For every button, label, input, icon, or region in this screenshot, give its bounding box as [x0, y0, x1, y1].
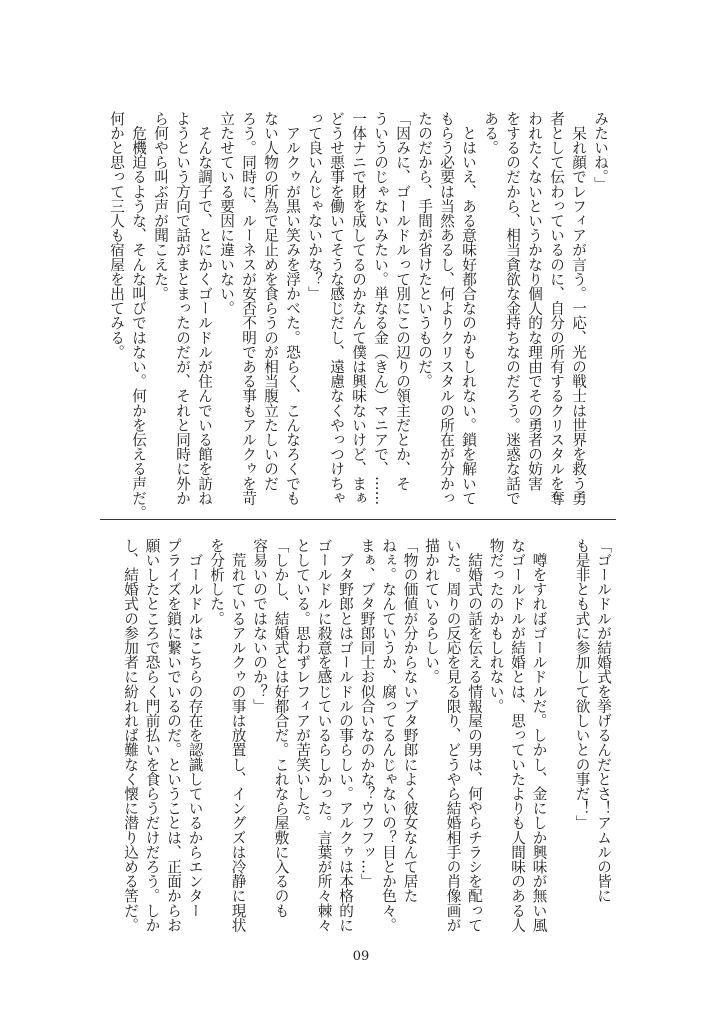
text-line: たのだから、手間が省けたというものだ。: [416, 111, 433, 389]
paragraph: [206, 538, 249, 948]
page-number: 09: [352, 949, 370, 964]
paragraph: [571, 538, 614, 948]
text-line: 容易いのではないのか？」: [251, 538, 268, 714]
paragraph: [249, 538, 292, 948]
text-line: 「ゴールドルが結婚式を挙げるんだとさ！アムルの皆に: [595, 538, 612, 903]
text-line: アルクゥが黒い笑みを浮かべた。恐らく、こんなろくでも: [284, 111, 301, 506]
paragraph: [120, 538, 206, 948]
text-line: とはいえ、ある意味好都合なのかもしれない。鎖を解いて: [460, 111, 477, 506]
text-line: をするのだから、相当貪欲な金持ちなのだろう。迷惑な話で: [504, 111, 521, 506]
text-line: われたくないというかなり個人的な理由でその勇者の妨害: [526, 111, 543, 491]
paragraph: [479, 111, 589, 511]
text-line: って良いんじゃないかな？」: [306, 111, 323, 301]
text-line: プライズを鎖に繋いでいるのだ。ということは、正面からお: [165, 538, 182, 933]
text-line: 一体ナニで財を成してるのかなんて僕は興味ないけど、まぁ: [350, 111, 367, 506]
paragraph: [589, 111, 611, 511]
text-line: なゴールドルが結婚とは、思っていたよりも人間味のある人: [509, 538, 526, 933]
blank-line: [550, 538, 572, 548]
section-divider: [100, 519, 616, 520]
text-line: 「因みに、ゴールドルって別にこの辺りの領主だとか、そ: [394, 111, 411, 491]
paragraph: [413, 111, 479, 511]
text-line: し、結婚式の参加者に紛れれば難なく懐に潜り込める筈だ。: [122, 538, 139, 933]
paragraph: [421, 538, 486, 948]
bottom-text-block: [120, 538, 615, 948]
text-line: も是非とも式に参加して欲しいとの事だ！」: [573, 538, 591, 830]
text-line: ない人物の所為で足止めを食らうのが相当腹立たしいのだ: [262, 111, 279, 491]
paragraph: [356, 538, 421, 948]
text-line: 者として伝わっているのに、自分の所有するクリスタルを奪: [548, 111, 565, 506]
text-line: ある。: [482, 111, 499, 155]
text-line: 描かれているらしい。: [423, 538, 440, 684]
text-line: ブタ野郎とはゴールドルの事らしい。アルクゥは本格的に: [337, 538, 354, 933]
text-line: 結婚式の話を伝える情報屋の男は、何やらチラシを配って: [466, 538, 483, 933]
text-line: としている。思わずレフィアが苦笑いした。: [294, 538, 311, 830]
text-line: 噂をすればゴールドルだ。しかし、金にしか興味が無い風: [530, 538, 548, 933]
text-line: 「しかし、結婚式とは好都合だ。これなら屋敷に入るのも: [272, 538, 290, 918]
text-line: どうせ悪事を働いてそうな感じだし、遠慮なくやっつけちゃ: [328, 111, 345, 506]
text-line: を分析した。: [208, 538, 225, 626]
text-line: ら何やら叫ぶ声が聞こえた。: [152, 111, 169, 301]
text-line: ゴールドルに殺意を感じているらしかった。言葉が所々棘々: [315, 538, 333, 933]
text-line: 物だったのかもしれない。: [487, 538, 505, 714]
text-line: ろう。同時に、ルーネスが安否不明である事もアルクゥを苛: [240, 111, 257, 506]
text-line: 危機迫るような、そんな叫びではない。何かを伝える声だ。: [130, 111, 147, 520]
text-line: まぁ、ブタ野郎同士お似合いなのかな？ウフフッ…」: [358, 538, 376, 889]
paragraph: [303, 111, 413, 511]
text-line: 呆れ顔でレフィアが言う。一応、光の戦士は世界を救う勇: [570, 111, 587, 506]
text-line: もらう必要は当然あるし、何よりクリスタルの所在が分かっ: [438, 111, 455, 506]
paragraph: [215, 111, 303, 511]
text-line: いた。周りの反応を見る限り、どうやら結婚相手の肖像画が: [444, 538, 462, 933]
paragraph: [485, 538, 550, 948]
text-line: 「物の価値が分からないブタ野郎によく彼女なんて居た: [401, 538, 419, 903]
top-text-block: [105, 111, 611, 520]
text-line: ようという方向で話がまとまったのだが、それと同時に外か: [174, 111, 191, 506]
paragraph: [105, 111, 149, 520]
text-line: 立たせている要因に違いない。: [218, 111, 235, 316]
paragraph: [292, 538, 357, 948]
text-line: みたいね。」: [592, 111, 609, 192]
text-line: 願いしたところで恐らく門前払いを食らうだけだろう。しか: [143, 538, 161, 933]
text-line: ゴールドルはこちらの存在を認識しているからエンター: [186, 538, 204, 918]
text-line: ういうのじゃないみたい。単なる金（きん）マニアで、……: [372, 111, 389, 506]
text-line: ねぇ。なんていうか、腐ってるんじゃないの？目とか色々。: [380, 538, 397, 933]
text-line: そんな調子で、とにかくゴールドルが住んでいる館を訪ね: [196, 111, 213, 506]
text-line: 何かと思って三人も宿屋を出てみる。: [108, 111, 125, 360]
text-line: 荒れているアルクゥの事は放置し、イングズは冷静に現状: [229, 538, 247, 933]
paragraph: [149, 111, 215, 511]
